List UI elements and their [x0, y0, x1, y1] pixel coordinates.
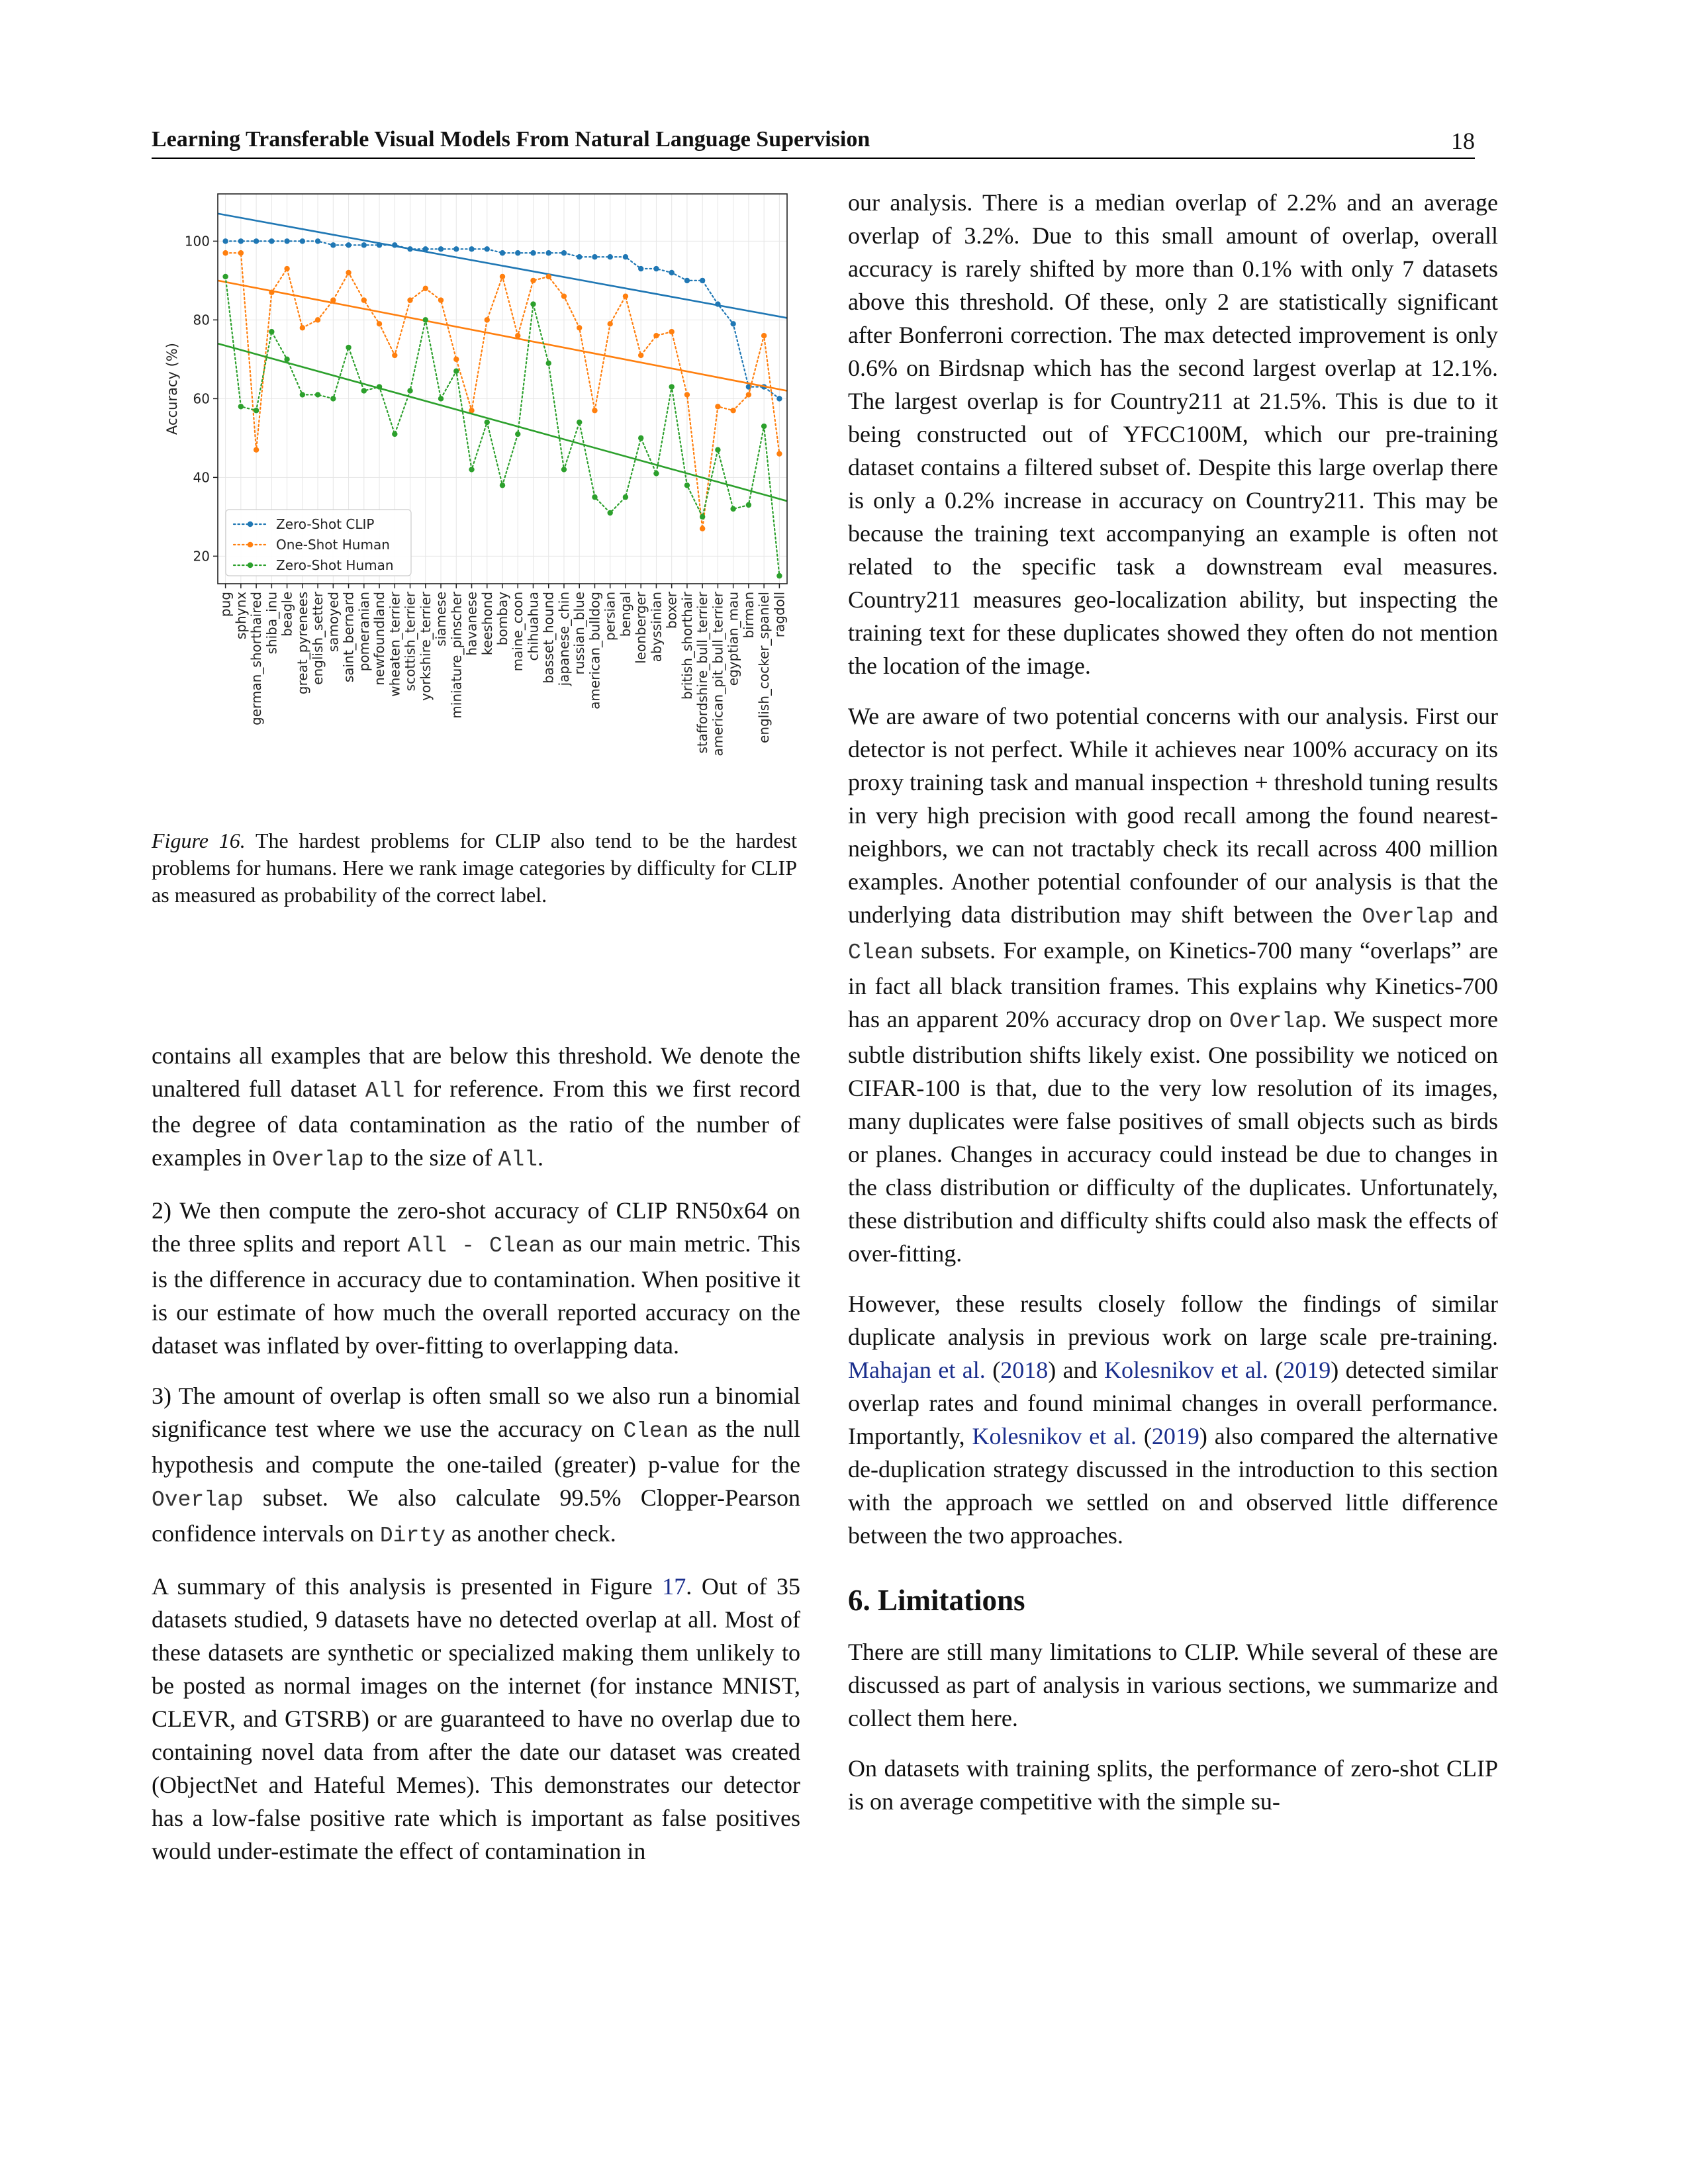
text: 3) The amount of overlap is often small so we also run a binomial significance test where we use the accuracy on: [152, 1383, 800, 1442]
citation-year-link[interactable]: 2019: [1151, 1423, 1199, 1449]
x-tick-label: siamese: [433, 592, 449, 647]
data-point-series-0: [700, 278, 705, 283]
data-point-series-1: [500, 274, 505, 279]
data-point-series-1: [715, 404, 720, 409]
data-point-series-0: [423, 246, 428, 251]
text: ) also compared the alternative de-duplication strategy discussed in the introduction to this section with the approach we settled on and observed little difference between the two approaches.: [848, 1423, 1498, 1549]
text: ) and: [1048, 1357, 1105, 1383]
data-point-series-2: [515, 432, 520, 437]
x-tick-label: chihuahua: [525, 592, 541, 661]
data-point-series-0: [577, 254, 582, 259]
text: . We suspect more subtle distribution shifts likely exist. One possibility we noticed on CIFAR-100 is that, due to the very low resolution of its images, many duplicates were false positives of small objects such as birds or planes. Changes in accuracy could instead be due to changes in the class distribution or difficulty of the duplicates. Unfortunately, these distribution and difficulty shifts could also mask the effects of over-fitting.: [848, 1006, 1498, 1267]
data-point-series-1: [392, 353, 397, 358]
x-tick-label: english_cocker_spaniel: [756, 592, 773, 743]
x-tick-label: birman: [740, 592, 757, 639]
data-point-series-2: [530, 301, 536, 306]
legend-marker-series-2: [248, 563, 253, 568]
accuracy-chart: [152, 182, 797, 791]
x-tick-label: staffordshire_bull_terrier: [694, 592, 711, 754]
data-point-series-2: [577, 420, 582, 425]
legend-marker-series-0: [248, 522, 253, 527]
x-tick-label: bengal: [617, 592, 633, 637]
x-tick-label: pug: [217, 592, 234, 617]
data-point-series-1: [577, 325, 582, 330]
x-tick-label: english_setter: [310, 592, 326, 685]
legend-label: Zero-Shot Human: [276, 557, 394, 573]
data-point-series-1: [407, 297, 412, 302]
y-axis-label: Accuracy (%): [164, 343, 180, 435]
data-point-series-0: [592, 254, 597, 259]
x-tick-label: basset_hound: [540, 592, 557, 684]
data-point-series-1: [546, 274, 551, 279]
data-point-series-1: [638, 353, 643, 358]
text: 2) We then compute the zero-shot accuracy of CLIP RN50x64 on the three splits and report: [152, 1197, 800, 1257]
data-point-series-2: [653, 471, 659, 476]
x-tick-label: egyptian_mau: [725, 592, 741, 686]
data-point-series-1: [776, 451, 782, 456]
text: as our main metric. This is the difference in accuracy due to contamination. When positive it is our estimate of how much the overall reported accuracy on the dataset was inflated by over-fitting to overlapping data.: [152, 1230, 801, 1359]
x-tick-label: miniature_pinscher: [448, 592, 465, 719]
code-term: All: [498, 1148, 538, 1172]
data-point-series-2: [392, 432, 397, 437]
data-point-series-2: [377, 384, 382, 389]
data-point-series-1: [238, 250, 244, 255]
data-point-series-2: [500, 482, 505, 488]
x-tick-label: bombay: [494, 592, 510, 646]
data-point-series-0: [346, 242, 351, 248]
data-point-series-0: [377, 242, 382, 248]
text: .: [537, 1144, 543, 1171]
data-point-series-1: [284, 266, 289, 271]
data-point-series-0: [530, 250, 536, 255]
data-point-series-2: [684, 482, 690, 488]
code-term: All - Clean: [407, 1234, 555, 1258]
x-tick-label: saint_bernard: [340, 592, 357, 683]
data-point-series-1: [453, 357, 459, 362]
figure-16: [152, 182, 797, 791]
data-point-series-2: [669, 384, 674, 389]
data-point-series-2: [638, 435, 643, 441]
code-term: Clean: [623, 1419, 689, 1443]
data-point-series-1: [377, 321, 382, 326]
running-header: [152, 126, 1475, 159]
x-tick-label: russian_blue: [571, 592, 588, 675]
x-tick-label: japanese_chin: [555, 592, 572, 686]
paragraph: On datasets with training splits, the performance of zero-shot CLIP is on average competitive with the simple su-: [848, 1755, 1498, 1815]
x-tick-label: british_shorthair: [679, 592, 695, 700]
x-tick-label: leonberger: [633, 592, 649, 664]
data-point-series-2: [746, 502, 751, 508]
x-tick-label: shiba_inu: [263, 592, 280, 655]
data-point-series-2: [469, 467, 474, 472]
data-point-series-1: [684, 392, 690, 397]
x-tick-label: ragdoll: [771, 592, 788, 638]
y-tick-label: 80: [193, 312, 210, 328]
text: . Out of 35 datasets studied, 9 datasets have no detected overlap at all. Most of these datasets are synthetic or specialized making them unlikely to be posted as normal images on the internet (for instance MNIST, CLEVR, and GTSRB) or are guaranteed to have no overlap due to containing novel data from after the date our dataset was created (ObjectNet and Hateful Memes). This demonstrates our detector has a low-false positive rate which is important as false positives would under-estimate the effect of contamination in: [152, 1573, 800, 1864]
page-number: 18: [1451, 128, 1475, 154]
x-tick-label: keeshond: [479, 592, 495, 656]
code-term: All: [365, 1079, 405, 1103]
text: subsets. For example, on Kinetics-700 many “overlaps” are in fact all black transition frames. This explains why Kinetics-700 has an apparent 20% accuracy drop on: [848, 937, 1498, 1032]
data-point-series-2: [300, 392, 305, 397]
citation-link[interactable]: Mahajan et al.: [848, 1357, 986, 1383]
text: to the size of: [363, 1144, 498, 1171]
y-tick-label: 60: [193, 390, 210, 407]
x-tick-label: german_shorthaired: [248, 592, 265, 725]
data-point-series-0: [776, 396, 782, 401]
x-tick-label: newfoundland: [371, 592, 388, 686]
data-point-series-2: [407, 388, 412, 393]
x-tick-label: pomeranian: [355, 592, 372, 672]
data-point-series-0: [469, 246, 474, 251]
text: and: [1454, 901, 1498, 928]
y-tick-label: 100: [184, 233, 210, 250]
data-point-series-0: [715, 301, 720, 306]
text: (: [1137, 1423, 1152, 1449]
text: ) detected similar overlap rates and found minimal changes in overall performance. Importantly,: [848, 1357, 1498, 1449]
right-column: [848, 186, 1498, 1835]
data-point-series-1: [330, 297, 336, 302]
data-point-series-2: [761, 424, 767, 429]
data-point-series-2: [330, 396, 336, 401]
data-point-series-0: [222, 238, 228, 244]
paragraph: our analysis. There is a median overlap of 2.2% and an average overlap of 3.2%. Due to this small amount of overlap, overall accuracy is rarely shifted by more than 0.1% with only 7 datasets above this threshold. Of these, only 2 are statistically significant after Bonferroni correction. The max detected improvement is only 0.6% on Birdsnap which has the second largest overlap at 12.1%. The largest overlap is for Country211 at 21.5%. This is due to it being constructed out of YFCC100M, which our pre-training dataset contains a filtered subset of. Despite this large overlap there is only a 0.2% increase in accuracy on Country211. This may be because the training text accompanying an example is often not related to the specific task a downstream eval measures. Country211 measures geo-localization ability, but inspecting the training text for these duplicates showed they often do not mention the location of the image.: [848, 189, 1498, 679]
data-point-series-2: [284, 357, 289, 362]
figure-label: Figure 16.: [152, 829, 246, 852]
data-point-series-0: [608, 254, 613, 259]
data-point-series-1: [730, 408, 735, 413]
data-point-series-2: [546, 361, 551, 366]
section-heading: 6. Limitations: [848, 1584, 1025, 1617]
data-point-series-1: [761, 333, 767, 338]
y-tick-label: 20: [193, 548, 210, 565]
data-point-series-0: [392, 242, 397, 248]
legend-label: One-Shot Human: [276, 537, 390, 553]
x-tick-label: boxer: [663, 592, 680, 629]
code-term: Dirty: [379, 1524, 445, 1548]
data-point-series-0: [669, 270, 674, 275]
data-point-series-1: [700, 526, 705, 531]
data-point-series-0: [485, 246, 490, 251]
paragraph: There are still many limitations to CLIP. While several of these are discussed as part of analysis in various sections, we summarize and collect them here.: [848, 1639, 1498, 1731]
figure-caption: [152, 827, 797, 909]
data-point-series-0: [653, 266, 659, 271]
data-point-series-1: [254, 447, 259, 453]
data-point-series-1: [423, 286, 428, 291]
data-point-series-2: [715, 447, 720, 453]
data-point-series-1: [222, 250, 228, 255]
x-tick-label: beagle: [279, 592, 295, 637]
data-point-series-0: [638, 266, 643, 271]
citation-year-link[interactable]: 2018: [1000, 1357, 1049, 1383]
x-tick-label: maine_coon: [510, 592, 526, 672]
code-term: Overlap: [152, 1488, 244, 1512]
x-tick-label: american_bulldog: [586, 592, 603, 709]
data-point-series-1: [592, 408, 597, 413]
data-point-series-0: [438, 246, 444, 251]
code-term: Overlap: [1229, 1009, 1321, 1034]
paragraph: [848, 700, 1498, 1270]
code-term: Overlap: [1362, 905, 1454, 929]
text: A summary of this analysis is presented in Figure: [152, 1573, 663, 1600]
data-point-series-1: [485, 317, 490, 322]
data-point-series-2: [608, 510, 613, 516]
citation-link[interactable]: Kolesnikov et al.: [1104, 1357, 1268, 1383]
data-point-series-0: [453, 246, 459, 251]
text: (: [985, 1357, 1001, 1383]
text: as the null hypothesis and compute the one-tailed (greater) p-value for the: [152, 1416, 800, 1478]
data-point-series-2: [222, 274, 228, 279]
data-point-series-2: [438, 396, 444, 401]
data-point-series-2: [423, 317, 428, 322]
x-tick-label: samoyed: [325, 592, 342, 653]
data-point-series-0: [269, 238, 274, 244]
data-point-series-0: [284, 238, 289, 244]
text: We are aware of two potential concerns with our analysis. First our detector is not perfect. While it achieves near 100% accuracy on its proxy training task and manual inspection + threshold tuning results in very high precision with good recall among the found nearest-neighbors, we can not tractably check its recall across 400 million examples. Another potential confounder of our analysis is that the underlying data distribution may shift between the: [848, 703, 1498, 928]
data-point-series-2: [623, 494, 628, 500]
data-point-series-0: [546, 250, 551, 255]
paragraph: [152, 1379, 800, 1553]
data-point-series-2: [453, 369, 459, 374]
data-point-series-2: [269, 329, 274, 334]
data-point-series-2: [361, 388, 367, 393]
data-point-series-1: [269, 290, 274, 295]
text: for reference. From this we first record the degree of data contamination as the ratio of the number of examples in: [152, 1075, 800, 1171]
data-point-series-0: [330, 242, 336, 248]
data-point-series-1: [623, 293, 628, 298]
data-point-series-2: [254, 408, 259, 413]
data-point-series-1: [515, 333, 520, 338]
paragraph: [152, 1570, 800, 1868]
text: contains all examples that are below this threshold. We denote the unaltered full dataset: [152, 1042, 800, 1102]
figure-caption-text: The hardest problems for CLIP also tend to be the hardest problems for humans. Here we rank image categories by difficulty for CLIP as measured as probability of the correct label.: [152, 829, 798, 907]
code-term: Overlap: [271, 1148, 364, 1172]
data-point-series-2: [700, 514, 705, 520]
x-tick-label: persian: [602, 592, 618, 641]
text: (: [1268, 1357, 1284, 1383]
running-title: Learning Transferable Visual Models From Natural Language Supervision: [152, 127, 870, 152]
paragraph: [848, 1287, 1498, 1552]
x-tick-label: abyssinian: [648, 592, 665, 662]
data-point-series-2: [485, 420, 490, 425]
text: as another check.: [445, 1520, 616, 1547]
data-point-series-0: [238, 238, 244, 244]
text: However, these results closely follow the findings of similar duplicate analysis in previous work on large scale pre-training.: [848, 1291, 1498, 1350]
data-point-series-2: [561, 467, 567, 472]
citation-year-link[interactable]: 2019: [1283, 1357, 1331, 1383]
data-point-series-1: [300, 325, 305, 330]
code-term: Clean: [848, 940, 914, 965]
x-tick-label: yorkshire_terrier: [417, 592, 434, 701]
data-point-series-1: [315, 317, 320, 322]
paragraph: [152, 1194, 800, 1362]
data-point-series-0: [684, 278, 690, 283]
data-point-series-2: [238, 404, 244, 409]
x-tick-label: scottish_terrier: [402, 592, 418, 692]
data-point-series-2: [592, 494, 597, 500]
data-point-series-1: [561, 293, 567, 298]
legend-label: Zero-Shot CLIP: [276, 516, 375, 532]
data-point-series-2: [346, 345, 351, 350]
x-tick-label: havanese: [463, 592, 480, 656]
x-tick-label: wheaten_terrier: [387, 592, 403, 697]
data-point-series-0: [300, 238, 305, 244]
data-point-series-0: [407, 246, 412, 251]
data-point-series-1: [346, 270, 351, 275]
data-point-series-0: [361, 242, 367, 248]
x-tick-label: great_pyrenees: [294, 592, 310, 695]
data-point-series-1: [530, 278, 536, 283]
data-point-series-0: [515, 250, 520, 255]
legend-marker-series-1: [248, 542, 253, 547]
left-column: [152, 1039, 800, 1885]
data-point-series-0: [730, 321, 735, 326]
data-point-series-0: [315, 238, 320, 244]
data-point-series-0: [500, 250, 505, 255]
x-tick-label: american_pit_bull_terrier: [710, 592, 726, 756]
paragraph: [152, 1039, 800, 1177]
data-point-series-1: [653, 333, 659, 338]
data-point-series-2: [730, 506, 735, 512]
data-point-series-0: [254, 238, 259, 244]
data-point-series-1: [361, 297, 367, 302]
data-point-series-1: [746, 392, 751, 397]
citation-link[interactable]: Kolesnikov et al.: [972, 1423, 1137, 1449]
x-tick-label: sphynx: [232, 592, 249, 640]
y-tick-label: 40: [193, 469, 210, 486]
data-point-series-1: [669, 329, 674, 334]
figure-reference-link[interactable]: 17: [662, 1573, 686, 1600]
data-point-series-1: [608, 321, 613, 326]
text: subset. We also calculate 99.5% Clopper-Pearson confidence intervals on: [152, 1484, 800, 1547]
data-point-series-1: [438, 297, 444, 302]
data-point-series-2: [776, 573, 782, 578]
data-point-series-0: [561, 250, 567, 255]
data-point-series-2: [315, 392, 320, 397]
data-point-series-0: [623, 254, 628, 259]
